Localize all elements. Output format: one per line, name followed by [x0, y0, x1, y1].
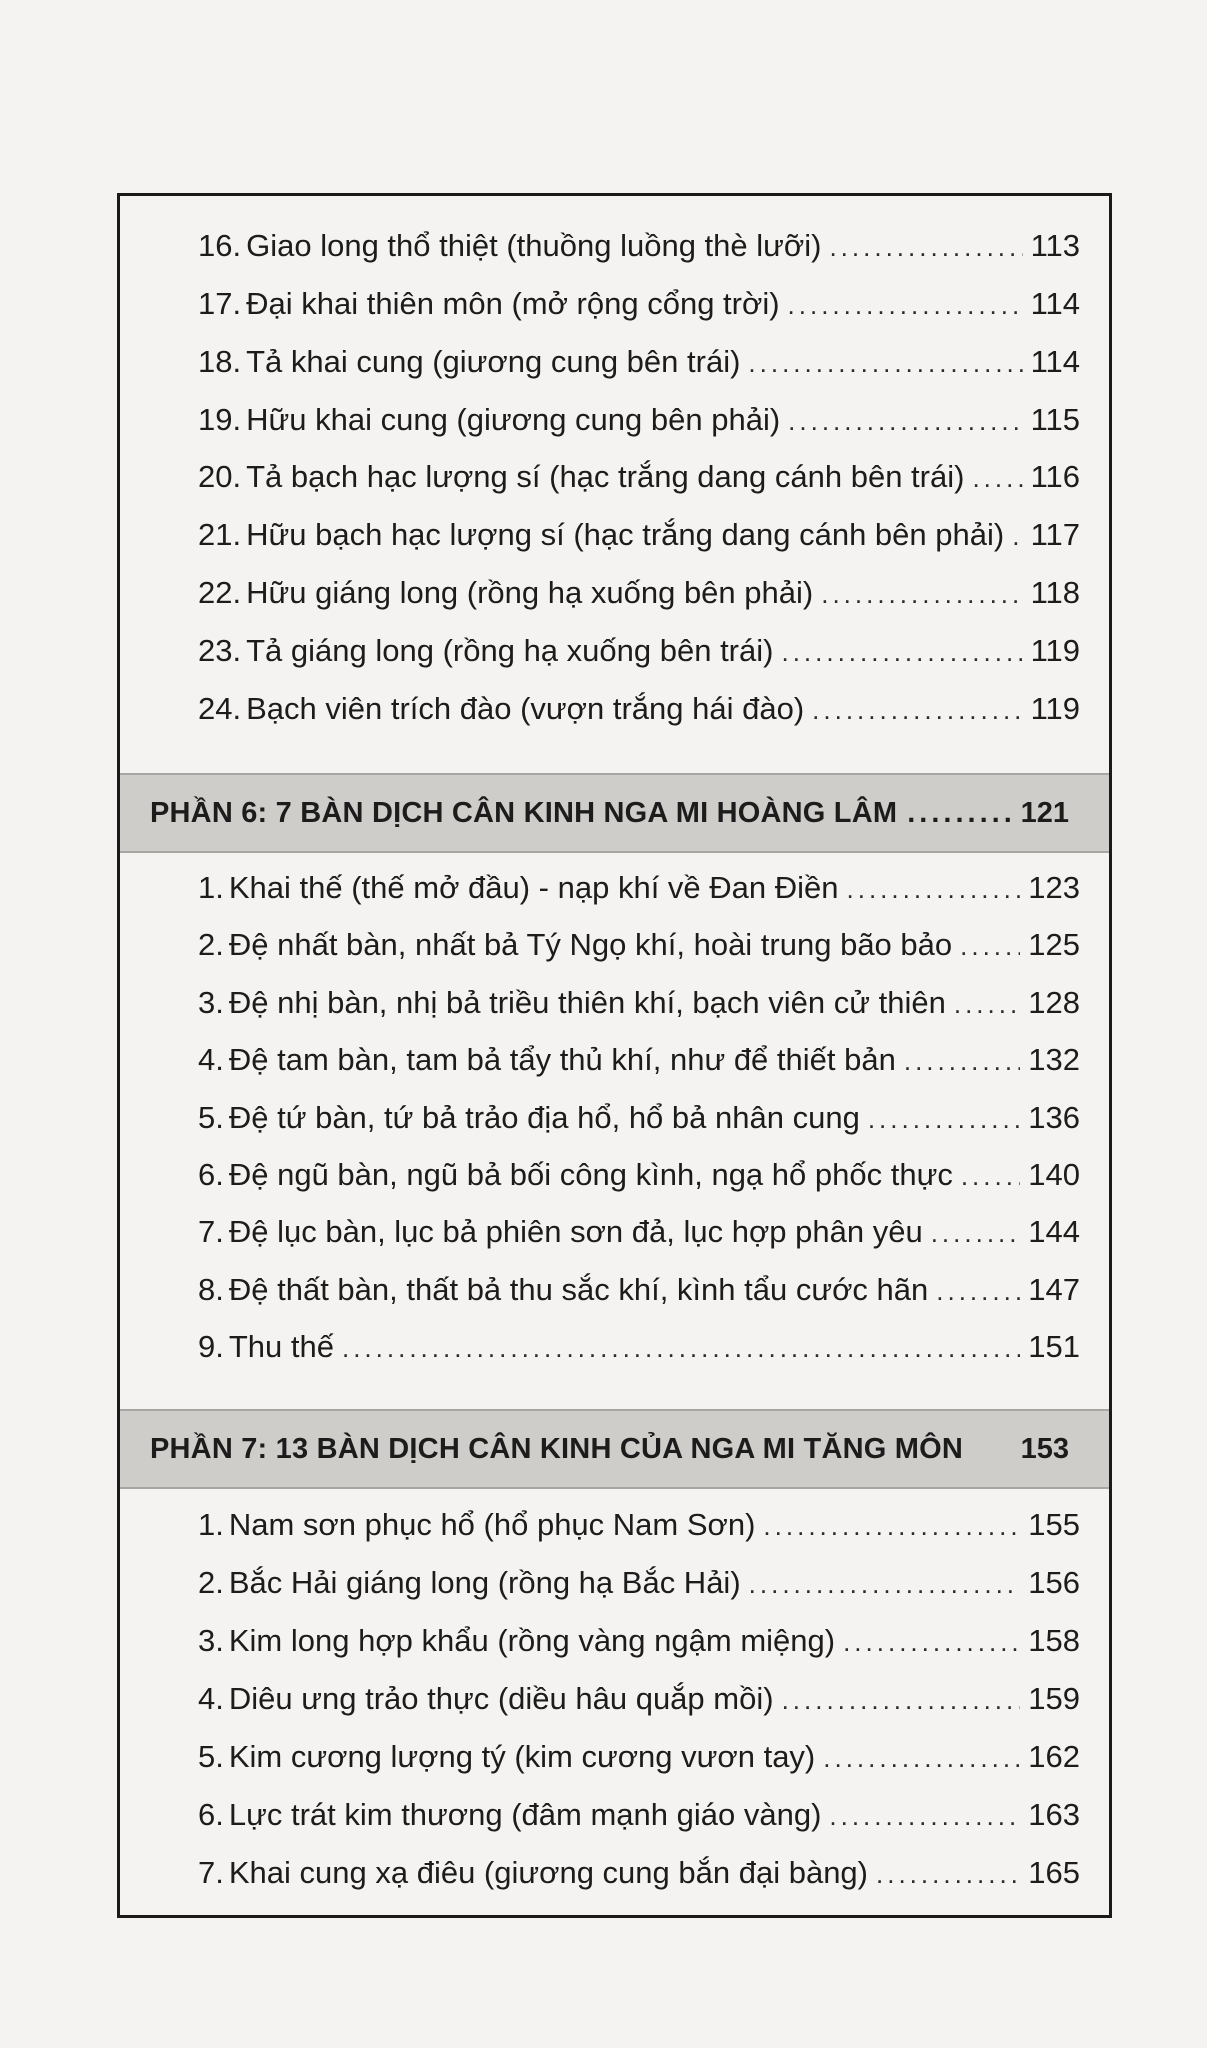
entry-title: Bạch viên trích đào (vượn trắng hái đào)	[246, 691, 805, 726]
entry-page: 132	[1028, 1042, 1080, 1077]
leader-dots	[961, 1152, 1020, 1200]
entry-title: Đệ tam bàn, tam bả tẩy thủ khí, như để thiết bản	[228, 1042, 896, 1077]
leader-dots	[788, 281, 1023, 329]
toc-entry	[198, 1266, 1080, 1314]
leader-dots	[1012, 512, 1022, 560]
entry-page: 114	[1030, 286, 1080, 321]
table-of-contents-frame	[117, 193, 1112, 1918]
leader-dots	[342, 1324, 1020, 1372]
entry-page: 159	[1028, 1681, 1080, 1716]
toc-entry	[198, 222, 1080, 270]
entry-number: 8.	[198, 1272, 224, 1307]
leader-dots	[960, 922, 1020, 970]
toc-entry	[198, 1675, 1080, 1723]
leader-dots	[954, 980, 1020, 1028]
entry-number: 24.	[198, 691, 242, 726]
leader-dots	[876, 1850, 1020, 1898]
leader-dots	[829, 1792, 1020, 1840]
leader-dots	[907, 797, 1010, 830]
leader-dots	[748, 339, 1022, 387]
toc-entry	[198, 1094, 1080, 1142]
entry-title: Đệ nhất bàn, nhất bả Tý Ngọ khí, hoài trung bão bảo	[228, 927, 953, 962]
entry-title: Hữu bạch hạc lượng sí (hạc trắng dang cánh bên phải)	[246, 517, 1005, 552]
entry-page: 165	[1028, 1855, 1080, 1890]
entry-title: Khai thế (thế mở đầu) - nạp khí về Đan Điền	[228, 870, 839, 905]
entry-title: Đệ ngũ bàn, ngũ bả bối công kình, ngạ hổ phốc thực	[228, 1157, 953, 1192]
entry-page: 140	[1028, 1157, 1080, 1192]
entry-number: 7.	[198, 1214, 224, 1249]
entry-title: Tả khai cung (giương cung bên trái)	[246, 344, 741, 379]
leader-dots	[931, 1209, 1021, 1257]
entry-page: 117	[1030, 517, 1080, 552]
entry-title: Đại khai thiên môn (mở rộng cổng trời)	[246, 286, 780, 321]
entry-page: 118	[1030, 575, 1080, 610]
toc-entry	[198, 864, 1080, 912]
entry-title: Đệ lục bàn, lục bả phiên sơn đả, lục hợp phân yêu	[228, 1214, 923, 1249]
toc-entry	[198, 338, 1080, 386]
entry-page: 128	[1028, 985, 1080, 1020]
entry-title: Nam sơn phục hổ (hổ phục Nam Sơn)	[228, 1507, 756, 1542]
entry-page: 155	[1028, 1507, 1080, 1542]
leader-dots	[829, 223, 1022, 271]
toc-entry	[198, 685, 1080, 733]
entry-page: 147	[1028, 1272, 1080, 1307]
toc-entry	[198, 1559, 1080, 1607]
entry-title: Khai cung xạ điêu (giương cung bắn đại bàng)	[228, 1855, 868, 1890]
toc-entry	[198, 453, 1080, 501]
entry-title: Thu thế	[228, 1329, 334, 1364]
leader-dots	[904, 1037, 1020, 1085]
entry-title: Lực trát kim thương (đâm mạnh giáo vàng)	[228, 1797, 822, 1832]
toc-entry	[198, 627, 1080, 675]
entry-title: Giao long thổ thiệt (thuồng luồng thè lưỡi)	[246, 228, 822, 263]
entry-page: 144	[1028, 1214, 1080, 1249]
toc-entry	[198, 1151, 1080, 1199]
entry-number: 1.	[198, 1507, 224, 1542]
leader-dots	[749, 1560, 1021, 1608]
part-6-page: 121	[1020, 796, 1069, 829]
toc-entry	[198, 396, 1080, 444]
leader-dots	[868, 1095, 1020, 1143]
entry-page: 113	[1030, 228, 1080, 263]
toc-entry	[198, 1323, 1080, 1371]
toc-entry	[198, 1791, 1080, 1839]
entry-page: 162	[1028, 1739, 1080, 1774]
entry-page: 151	[1028, 1329, 1080, 1364]
toc-entry	[198, 280, 1080, 328]
entry-page: 156	[1028, 1565, 1080, 1600]
entry-page: 119	[1030, 691, 1080, 726]
entry-page: 119	[1030, 633, 1080, 668]
entry-page: 114	[1030, 344, 1080, 379]
toc-entry	[198, 1849, 1080, 1897]
toc-entry	[198, 569, 1080, 617]
entry-number: 17.	[198, 286, 242, 321]
leader-dots	[843, 1618, 1020, 1666]
entry-title: Bắc Hải giáng long (rồng hạ Bắc Hải)	[228, 1565, 741, 1600]
leader-dots	[788, 397, 1022, 445]
entry-title: Hữu khai cung (giương cung bên phải)	[246, 402, 781, 437]
entry-number: 5.	[198, 1100, 224, 1135]
toc-entry	[198, 921, 1080, 969]
leader-dots	[972, 454, 1022, 502]
entry-number: 21.	[198, 517, 242, 552]
entry-number: 18.	[198, 344, 242, 379]
entry-number: 3.	[198, 1623, 224, 1658]
entry-number: 6.	[198, 1797, 224, 1832]
leader-dots	[821, 570, 1022, 618]
entry-number: 23.	[198, 633, 242, 668]
leader-dots	[763, 1502, 1020, 1550]
entry-page: 116	[1030, 459, 1080, 494]
entry-title: Kim cương lượng tý (kim cương vươn tay)	[228, 1739, 816, 1774]
entry-number: 19.	[198, 402, 242, 437]
entry-title: Đệ nhị bàn, nhị bả triều thiên khí, bạch viên cử thiên	[228, 985, 946, 1020]
part-7-title: PHẦN 7: 13 BÀN DỊCH CÂN KINH CỦA NGA MI TĂNG MÔN	[150, 1432, 964, 1465]
entry-number: 6.	[198, 1157, 224, 1192]
entry-page: 163	[1028, 1797, 1080, 1832]
leader-dots	[812, 686, 1022, 734]
part-7-page: 153	[1020, 1432, 1069, 1465]
entry-page: 136	[1028, 1100, 1080, 1135]
toc-entry	[198, 1036, 1080, 1084]
entry-number: 22.	[198, 575, 242, 610]
leader-dots	[781, 628, 1022, 676]
entry-title: Tả giáng long (rồng hạ xuống bên trái)	[246, 633, 774, 668]
entry-page: 115	[1030, 402, 1080, 437]
entry-number: 7.	[198, 1855, 224, 1890]
entry-number: 3.	[198, 985, 224, 1020]
toc-entry	[198, 511, 1080, 559]
entry-number: 5.	[198, 1739, 224, 1774]
leader-dots	[782, 1676, 1021, 1724]
entry-page: 123	[1028, 870, 1080, 905]
part-6-title: PHẦN 6: 7 BÀN DỊCH CÂN KINH NGA MI HOÀNG LÂM	[150, 796, 898, 829]
leader-dots	[847, 865, 1021, 913]
entry-number: 20.	[198, 459, 242, 494]
entry-number: 2.	[198, 1565, 224, 1600]
entry-number: 1.	[198, 870, 224, 905]
part-6-header	[120, 773, 1109, 853]
entry-page: 158	[1028, 1623, 1080, 1658]
entry-number: 9.	[198, 1329, 224, 1364]
entry-number: 16.	[198, 228, 242, 263]
entry-number: 4.	[198, 1042, 224, 1077]
entry-number: 4.	[198, 1681, 224, 1716]
entry-title: Đệ tứ bàn, tứ bả trảo địa hổ, hổ bả nhân cung	[228, 1100, 860, 1135]
entry-title: Đệ thất bàn, thất bả thu sắc khí, kình tẩu cước hãn	[228, 1272, 929, 1307]
entry-title: Hữu giáng long (rồng hạ xuống bên phải)	[246, 575, 814, 610]
toc-entry	[198, 1208, 1080, 1256]
part-7-header	[120, 1409, 1109, 1489]
entry-title: Tả bạch hạc lượng sí (hạc trắng dang cánh bên trái)	[246, 459, 965, 494]
entry-number: 2.	[198, 927, 224, 962]
toc-entry	[198, 979, 1080, 1027]
entry-page: 125	[1028, 927, 1080, 962]
leader-dots	[823, 1734, 1020, 1782]
entry-title: Kim long hợp khẩu (rồng vàng ngậm miệng)	[228, 1623, 836, 1658]
toc-entry	[198, 1501, 1080, 1549]
leader-dots	[936, 1267, 1020, 1315]
toc-entry	[198, 1617, 1080, 1665]
toc-entry	[198, 1733, 1080, 1781]
entry-title: Diêu ưng trảo thực (diều hâu quắp mồi)	[228, 1681, 774, 1716]
